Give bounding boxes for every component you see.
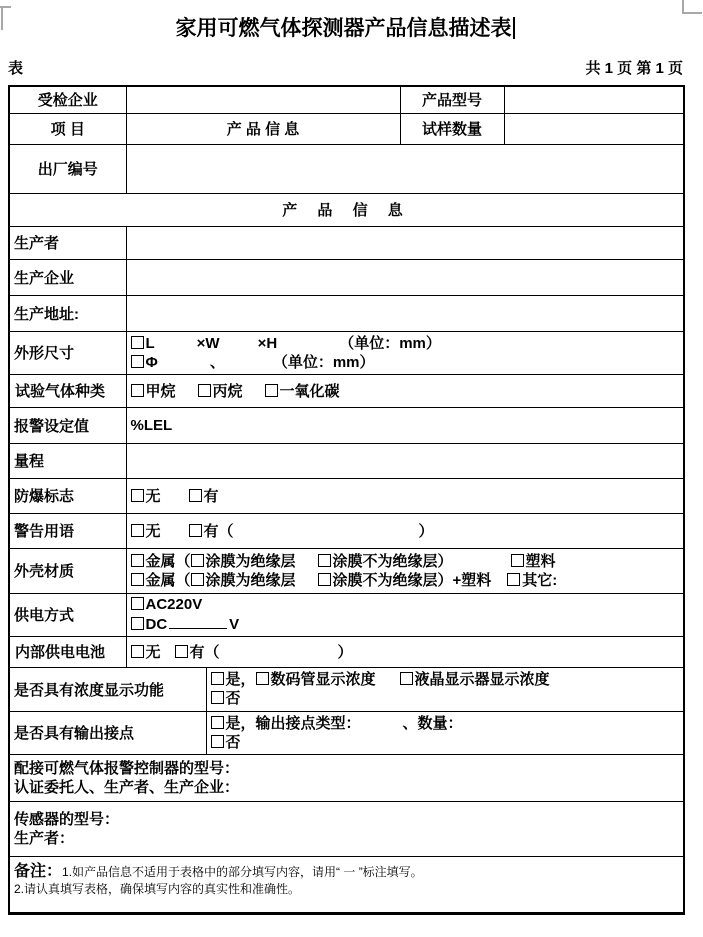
input-factory-no[interactable] xyxy=(126,144,684,193)
shell-metal2-label: 金属（ xyxy=(145,571,191,589)
section-header-product-info: 产 品 信 息 xyxy=(9,193,684,226)
shell-notins-plus-label: 涂膜不为绝缘层）+塑料 xyxy=(332,571,492,589)
checkbox-icon[interactable] xyxy=(131,384,144,397)
power-ac-label: AC220V xyxy=(145,596,203,613)
battery-yes-label: 有（ xyxy=(189,644,220,661)
checkbox-icon[interactable] xyxy=(211,691,224,704)
checkbox-icon[interactable] xyxy=(318,554,331,567)
checkbox-icon[interactable] xyxy=(318,573,331,586)
label-manufacturer: 生产企业 xyxy=(9,259,126,295)
checkbox-icon[interactable] xyxy=(131,617,144,630)
label-gas-type: 试验气体种类 xyxy=(9,374,126,407)
text-cursor xyxy=(513,17,515,39)
exproof-yes-label: 有 xyxy=(203,488,219,505)
cell-exproof xyxy=(126,478,684,513)
warning-yes-label: 有（ xyxy=(203,523,234,540)
checkbox-icon[interactable] xyxy=(131,554,144,567)
shell-ins-label: 涂膜为绝缘层 xyxy=(205,552,296,570)
shell-other-label: 其它: xyxy=(522,571,558,589)
label-factory-no: 出厂编号 xyxy=(9,144,126,193)
shell-ins2-label: 涂膜为绝缘层 xyxy=(205,571,296,589)
checkbox-icon[interactable] xyxy=(131,355,144,368)
shell-plastic-label: 塑料 xyxy=(525,552,556,570)
checkbox-icon[interactable] xyxy=(191,554,204,567)
power-dc-label: DC xyxy=(145,616,168,633)
gas-co-label: 一氧化碳 xyxy=(279,383,340,400)
label-product-model: 产品型号 xyxy=(400,86,504,113)
label-range: 量程 xyxy=(9,443,126,478)
label-producer: 生产者 xyxy=(9,226,126,259)
shell-metal-label: 金属（ xyxy=(145,552,191,570)
dim-pause-mark: 、 xyxy=(209,353,225,371)
checkbox-icon[interactable] xyxy=(131,597,144,610)
cell-dimensions xyxy=(126,331,684,374)
contact-qty-label: 、数量： xyxy=(402,714,463,732)
display-digital-label: 数码管显示浓度 xyxy=(270,671,376,688)
label-sample-qty: 试样数量 xyxy=(400,113,504,144)
input-range[interactable] xyxy=(126,443,684,478)
page-count: 共 1 页 第 1 页 xyxy=(585,60,683,77)
label-product-info: 产 品 信 息 xyxy=(126,113,400,144)
checkbox-icon[interactable] xyxy=(189,524,202,537)
remarks-label: 备注： xyxy=(14,862,63,880)
display-no-label: 否 xyxy=(225,690,241,707)
remarks-note1: 1.如产品信息不适用于表格中的部分填写内容，请用“ 一 ”标注填写。 xyxy=(62,864,423,879)
doc-word: 表 xyxy=(8,60,24,77)
checkbox-icon[interactable] xyxy=(507,573,520,586)
warning-close-paren: ） xyxy=(418,523,434,540)
page-title-text: 家用可燃气体探测器产品信息描述表 xyxy=(175,17,512,40)
shell-notins-label: 涂膜不为绝缘层） xyxy=(332,552,453,570)
label-inspected-company: 受检企业 xyxy=(9,86,126,113)
warning-fill-blank[interactable] xyxy=(234,535,419,536)
dc-voltage-blank[interactable] xyxy=(169,614,227,629)
cell-battery xyxy=(126,636,684,667)
dim-l-label: L xyxy=(145,334,155,352)
sensor-model-line: 传感器的型号： xyxy=(14,810,120,828)
checkbox-icon[interactable] xyxy=(131,336,144,349)
label-power-supply: 供电方式 xyxy=(9,593,126,636)
cell-concentration-display xyxy=(206,667,684,711)
remarks-note2: 2.请认真填写表格，确保填写内容的真实性和准确性。 xyxy=(14,881,301,896)
checkbox-icon[interactable] xyxy=(191,573,204,586)
battery-close-paren: ） xyxy=(337,644,353,661)
contact-type-blank[interactable] xyxy=(361,727,403,728)
cell-remarks xyxy=(9,856,684,913)
sensor-producer-line: 生产者： xyxy=(14,829,75,847)
product-info-table xyxy=(8,85,685,915)
cell-power-supply xyxy=(126,593,684,636)
cell-gas-type xyxy=(126,374,684,407)
cell-warning-text xyxy=(126,513,684,548)
cell-sensor-info[interactable] xyxy=(9,801,684,856)
battery-no-label: 无 xyxy=(145,644,161,661)
page-title xyxy=(0,12,690,42)
dim-h-label: ×H xyxy=(257,334,278,352)
input-inspected-company[interactable] xyxy=(126,86,400,113)
controller-model-line: 配接可燃气体报警控制器的型号： xyxy=(14,759,240,777)
checkbox-icon[interactable] xyxy=(265,384,278,397)
input-sample-qty[interactable] xyxy=(504,113,684,144)
meta-row xyxy=(8,57,683,78)
battery-fill-blank[interactable] xyxy=(220,656,338,657)
input-product-model[interactable] xyxy=(504,86,684,113)
gas-methane-label: 甲烷 xyxy=(145,383,176,400)
checkbox-icon[interactable] xyxy=(198,384,211,397)
gas-propane-label: 丙烷 xyxy=(212,383,243,400)
contact-yes-label: 是，输出接点类型： xyxy=(225,714,361,732)
cell-shell-material xyxy=(126,548,684,593)
dim-w-label: ×W xyxy=(196,334,220,352)
controller-parties-line: 认证委托人、生产者、生产企业： xyxy=(14,778,240,796)
contact-no-label: 否 xyxy=(225,733,241,751)
input-producer[interactable] xyxy=(126,226,684,259)
input-manufacturer[interactable] xyxy=(126,259,684,295)
warning-no-label: 无 xyxy=(145,523,161,540)
checkbox-icon[interactable] xyxy=(256,672,269,685)
checkbox-icon[interactable] xyxy=(211,735,224,748)
checkbox-icon[interactable] xyxy=(131,573,144,586)
checkbox-icon[interactable] xyxy=(131,524,144,537)
label-alarm-setpoint: 报警设定值 xyxy=(9,407,126,443)
label-exproof: 防爆标志 xyxy=(9,478,126,513)
label-item: 项 目 xyxy=(9,113,126,144)
label-dimensions: 外形尺寸 xyxy=(9,331,126,374)
checkbox-icon[interactable] xyxy=(211,672,224,685)
dim-unit1-label: （单位：mm） xyxy=(339,334,441,352)
checkbox-icon[interactable] xyxy=(131,645,144,658)
checkbox-icon[interactable] xyxy=(131,489,144,502)
alarm-unit-label: %LEL xyxy=(130,416,173,434)
checkbox-icon[interactable] xyxy=(189,489,202,502)
checkbox-icon[interactable] xyxy=(175,645,188,658)
cell-controller-info[interactable] xyxy=(9,754,684,801)
checkbox-icon[interactable] xyxy=(400,672,413,685)
exproof-no-label: 无 xyxy=(145,488,161,505)
label-shell-material: 外壳材质 xyxy=(9,548,126,593)
label-battery: 内部供电电池 xyxy=(9,636,126,667)
dim-phi-label: Φ xyxy=(145,353,158,371)
checkbox-icon[interactable] xyxy=(511,554,524,567)
display-lcd-label: 液晶显示器显示浓度 xyxy=(414,671,550,688)
label-output-contact: 是否具有输出接点 xyxy=(9,711,206,754)
dim-unit2-label: （单位：mm） xyxy=(272,353,375,371)
label-concentration-display: 是否具有浓度显示功能 xyxy=(9,667,206,711)
power-volt-label: V xyxy=(229,616,240,633)
label-warning-text: 警告用语 xyxy=(9,513,126,548)
checkbox-icon[interactable] xyxy=(211,716,224,729)
cell-output-contact xyxy=(206,711,684,754)
label-address: 生产地址: xyxy=(9,295,126,331)
cell-alarm-setpoint[interactable] xyxy=(126,407,684,443)
input-address[interactable] xyxy=(126,295,684,331)
display-yes-label: 是， xyxy=(225,671,256,688)
